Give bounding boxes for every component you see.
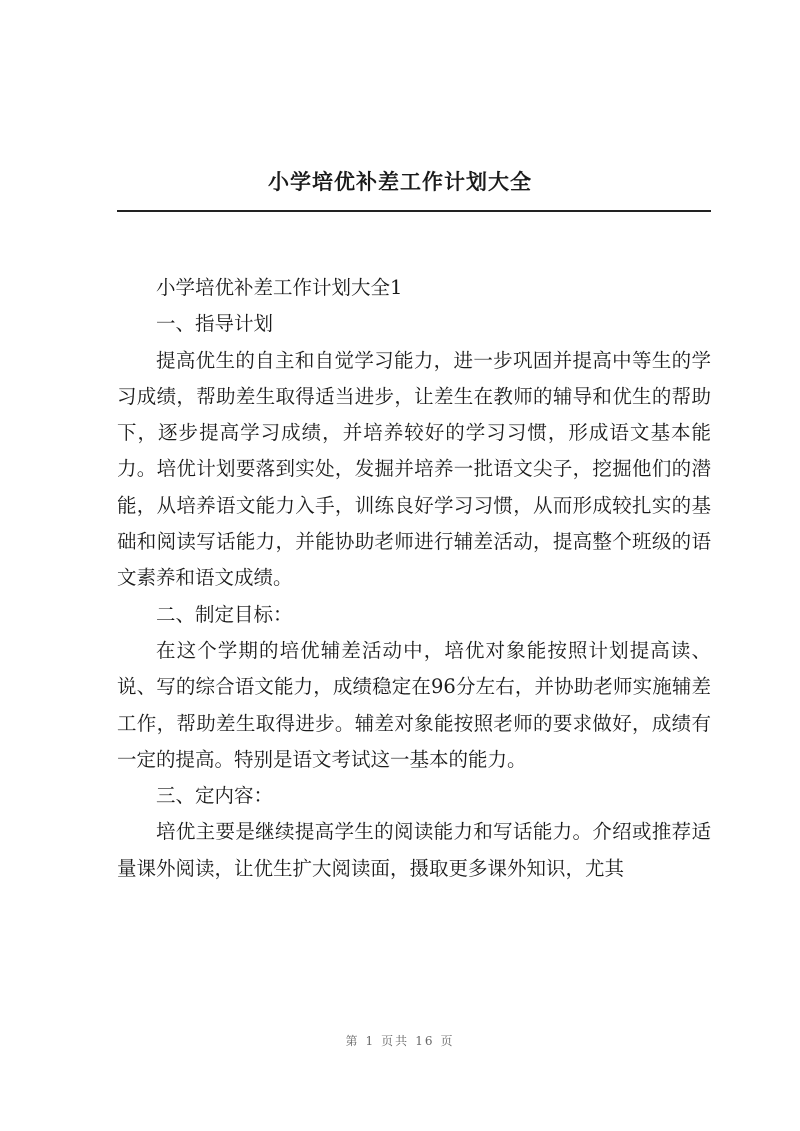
- paragraph-goals: 在这个学期的培优辅差活动中，培优对象能按照计划提高读、说、写的综合语文能力，成绩稳定在96分左右，并协助老师实施辅差工作，帮助差生取得进步。辅差对象能按照老师的要求做好，成绩有一定的提高。特别是语文考试这一基本的能力。: [117, 638, 711, 771]
- subheading-content: 三、定内容：: [156, 784, 274, 808]
- subheading-guidance: 一、指导计划: [156, 312, 274, 336]
- section-heading: 小学培优补差工作计划大全1: [156, 276, 403, 299]
- title-divider: [117, 210, 711, 212]
- paragraph-guidance: 提高优生的自主和自觉学习能力，进一步巩固并提高中等生的学习成绩，帮助差生取得适当进步，让差生在教师的辅导和优生的帮助下，逐步提高学习成绩，并培养较好的学习习惯，形成语文基本能力。培优计划要落到实处，发掘并培养一批语文尖子，挖掘他们的潜能，从培养语文能力入手，训练良好学习习惯，从而形成较扎实的基础和阅读写话能力，并能协助老师进行辅差活动，提高整个班级的语文素养和语文成绩。: [117, 348, 711, 590]
- footer-total-pages: 16: [415, 1034, 435, 1048]
- document-title: 小学培优补差工作计划大全: [268, 169, 532, 194]
- paragraph-content: 培优主要是继续提高学生的阅读能力和写话能力。介绍或推荐适量课外阅读，让优生扩大阅读面，摄取更多课外知识，尤其: [117, 820, 711, 880]
- subheading-goals: 二、制定目标：: [156, 602, 293, 626]
- page-footer: [0, 1032, 800, 1049]
- footer-middle: 页共: [381, 1034, 410, 1048]
- footer-prefix: 第: [345, 1034, 360, 1048]
- footer-suffix: 页: [440, 1034, 455, 1048]
- document-body: [117, 270, 711, 887]
- footer-page-number: 1: [365, 1034, 376, 1048]
